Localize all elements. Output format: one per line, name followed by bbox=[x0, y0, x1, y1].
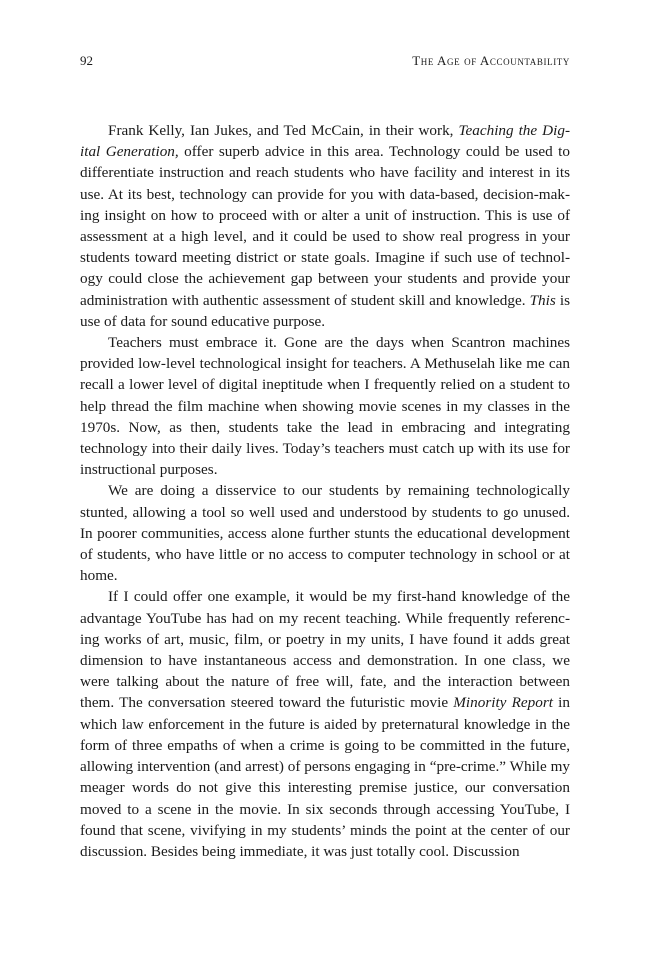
paragraph bbox=[80, 586, 570, 862]
text-segment: offer superb advice in this area. Technology could be used to differentiate instruction and reach students who have facility and interest in its use. At its best, technology can provide for you with data-based, decision-making insight on how to proceed with or alter a unit of instruction. This is use of assessment at a high level, and it could be used to show real progress in your students toward meeting district or state goals. Imagine if such use of technology could close the achievement gap between your students and provide your administration with authentic assessment of student skill and knowledge. bbox=[80, 143, 570, 309]
text-segment: We are doing a disservice to our students by remaining technologically stunted, allowing a tool so well used and understood by students to go unused. In poorer communities, access alone further stunts the educational development of students, who have little or no access to computer technology in school or at home. bbox=[80, 482, 570, 585]
movie-title-italic: Minority Report bbox=[453, 694, 553, 712]
body-text bbox=[80, 120, 570, 862]
paragraph bbox=[80, 480, 570, 586]
text-segment: in which law enforcement in the future is aided by preternatural knowledge in the form of three empaths of when a crime is going to be committed in the future, allowing intervention (and arrest) of persons engaging in “pre-crime.” While my meager words do not give this interesting premise justice, our conversation moved to a scene in the movie. In six seconds through accessing YouTube, I found that scene, vivifying in my students’ minds the point at the center of our discussion. Besides being immediate, it was just totally cool. Discussion bbox=[80, 694, 570, 860]
text-segment: Teachers must embrace it. Gone are the days when Scantron machines provided low-level technological insight for teachers. A Methuselah like me can recall a lower level of digital ineptitude when I frequently relied on a student to help thread the film machine when showing movie scenes in my classes in the 1970s. Now, as then, students take the lead in embracing and integrating technology into their daily lives. Today’s teachers must catch up with its use for instructional purposes. bbox=[80, 334, 570, 479]
text-segment: is use of data for sound educative purpose. bbox=[80, 291, 570, 330]
page-number: 92 bbox=[80, 53, 93, 68]
paragraph bbox=[80, 332, 570, 480]
text-segment: If I could offer one example, it would be my first-hand knowledge of the advantage YouTube has had on my recent teaching. While frequently referencing works of art, music, film, or poetry in my units, I have found it adds great dimension to have instantaneous access and demonstration. In one class, we were talking about the nature of free will, fate, and the interaction between them. The conversation steered toward the futuristic movie bbox=[80, 588, 570, 712]
emphasis-italic: This bbox=[529, 291, 556, 309]
running-title: The Age of Accountability bbox=[412, 53, 570, 68]
paragraph bbox=[80, 120, 570, 332]
running-header bbox=[80, 53, 570, 73]
book-title-italic: Teaching the Digital Generation, bbox=[80, 122, 570, 161]
text-segment: Frank Kelly, Ian Jukes, and Ted McCain, in their work, bbox=[108, 122, 459, 139]
